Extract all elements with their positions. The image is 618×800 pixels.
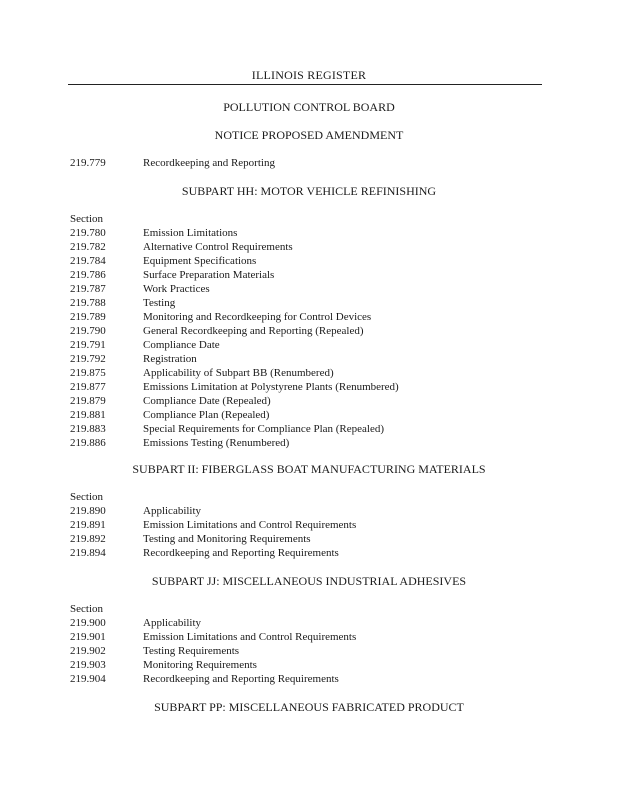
section-number: 219.879 — [70, 395, 106, 407]
register-title: ILLINOIS REGISTER — [251, 68, 367, 82]
section-number: 219.788 — [70, 297, 106, 309]
notice-title: NOTICE PROPOSED AMENDMENT — [214, 128, 404, 142]
section-row — [70, 672, 339, 686]
section-row — [70, 338, 220, 352]
section-number: 219.791 — [70, 339, 106, 351]
section-title: Emission Limitations and Control Requirements — [143, 519, 357, 531]
section-number: 219.904 — [70, 673, 106, 685]
section-number: 219.892 — [70, 533, 106, 545]
section-title: Applicability — [143, 617, 202, 629]
subpart-hh-section-label: Section — [70, 213, 103, 225]
section-title: Emissions Testing (Renumbered) — [143, 437, 290, 449]
section-title: Emission Limitations and Control Requirements — [143, 631, 357, 643]
section-number: 219.782 — [70, 241, 106, 253]
section-title: Registration — [143, 353, 197, 365]
section-number: 219.877 — [70, 381, 106, 393]
section-row — [70, 296, 175, 310]
section-title: Surface Preparation Materials — [143, 269, 275, 281]
section-row — [70, 504, 201, 518]
section-title: Compliance Date — [143, 339, 220, 351]
section-number: 219.780 — [70, 227, 106, 239]
section-row — [70, 226, 237, 240]
section-number: 219.786 — [70, 269, 106, 281]
section-number: 219.886 — [70, 437, 106, 449]
section-title: Emissions Limitation at Polystyrene Plants (Renumbered) — [143, 381, 399, 393]
section-title: Monitoring Requirements — [143, 659, 257, 671]
section-row — [70, 310, 371, 324]
section-row — [70, 616, 201, 630]
section-title: Recordkeeping and Reporting — [143, 157, 275, 169]
section-row — [70, 240, 293, 254]
section-number: 219.875 — [70, 367, 106, 379]
section-number: 219.790 — [70, 325, 106, 337]
section-number: 219.881 — [70, 409, 106, 421]
section-number: 219.784 — [70, 255, 106, 267]
section-title: Applicability of Subpart BB (Renumbered) — [143, 367, 334, 379]
section-number: 219.890 — [70, 505, 106, 517]
subpart-ii-heading: SUBPART II: FIBERGLASS BOAT MANUFACTURING MATERIALS — [132, 462, 486, 476]
header-divider — [68, 84, 542, 85]
section-row — [70, 366, 334, 380]
section-row — [70, 436, 289, 450]
section-title: Monitoring and Recordkeeping for Control Devices — [143, 311, 372, 323]
section-row — [70, 268, 274, 282]
subpart-pp-heading: SUBPART PP: MISCELLANEOUS FABRICATED PRODUCT — [154, 700, 464, 714]
section-title: Testing Requirements — [143, 645, 240, 657]
section-title: Work Practices — [143, 283, 210, 295]
section-title: Emission Limitations — [143, 227, 238, 239]
section-title: Compliance Date (Repealed) — [143, 395, 271, 407]
section-row — [70, 324, 364, 338]
subpart-jj-heading: SUBPART JJ: MISCELLANEOUS INDUSTRIAL ADHESIVES — [151, 574, 467, 588]
section-row — [70, 518, 356, 532]
intro-row — [70, 156, 275, 170]
section-title: Testing and Monitoring Requirements — [143, 533, 311, 545]
section-number: 219.789 — [70, 311, 106, 323]
section-row — [70, 380, 399, 394]
section-row — [70, 394, 271, 408]
section-title: Compliance Plan (Repealed) — [143, 409, 270, 421]
section-row — [70, 658, 257, 672]
section-title: Alternative Control Requirements — [143, 241, 293, 253]
section-number: 219.779 — [70, 157, 106, 169]
subpart-hh-heading: SUBPART HH: MOTOR VEHICLE REFINISHING — [181, 184, 437, 198]
section-number: 219.894 — [70, 547, 106, 559]
section-row — [70, 644, 239, 658]
section-title: General Recordkeeping and Reporting (Repealed) — [143, 325, 364, 337]
section-title: Applicability — [143, 505, 202, 517]
section-title: Recordkeeping and Reporting Requirements — [143, 673, 339, 685]
section-row — [70, 630, 356, 644]
section-row — [70, 422, 384, 436]
section-row — [70, 546, 339, 560]
section-number: 219.902 — [70, 645, 106, 657]
section-row — [70, 282, 210, 296]
section-number: 219.883 — [70, 423, 106, 435]
subpart-ii-section-label: Section — [70, 491, 103, 503]
subpart-jj-section-label: Section — [70, 603, 103, 615]
section-row — [70, 532, 311, 546]
section-number: 219.787 — [70, 283, 106, 295]
section-title: Equipment Specifications — [143, 255, 257, 267]
section-title: Testing — [143, 297, 176, 309]
section-number: 219.792 — [70, 353, 106, 365]
section-title: Special Requirements for Compliance Plan (Repealed) — [143, 423, 385, 435]
section-row — [70, 408, 269, 422]
section-title: Recordkeeping and Reporting Requirements — [143, 547, 339, 559]
section-number: 219.891 — [70, 519, 106, 531]
section-number: 219.901 — [70, 631, 106, 643]
section-row — [70, 254, 256, 268]
section-row — [70, 352, 197, 366]
section-number: 219.903 — [70, 659, 106, 671]
board-title: POLLUTION CONTROL BOARD — [223, 100, 395, 114]
section-number: 219.900 — [70, 617, 106, 629]
